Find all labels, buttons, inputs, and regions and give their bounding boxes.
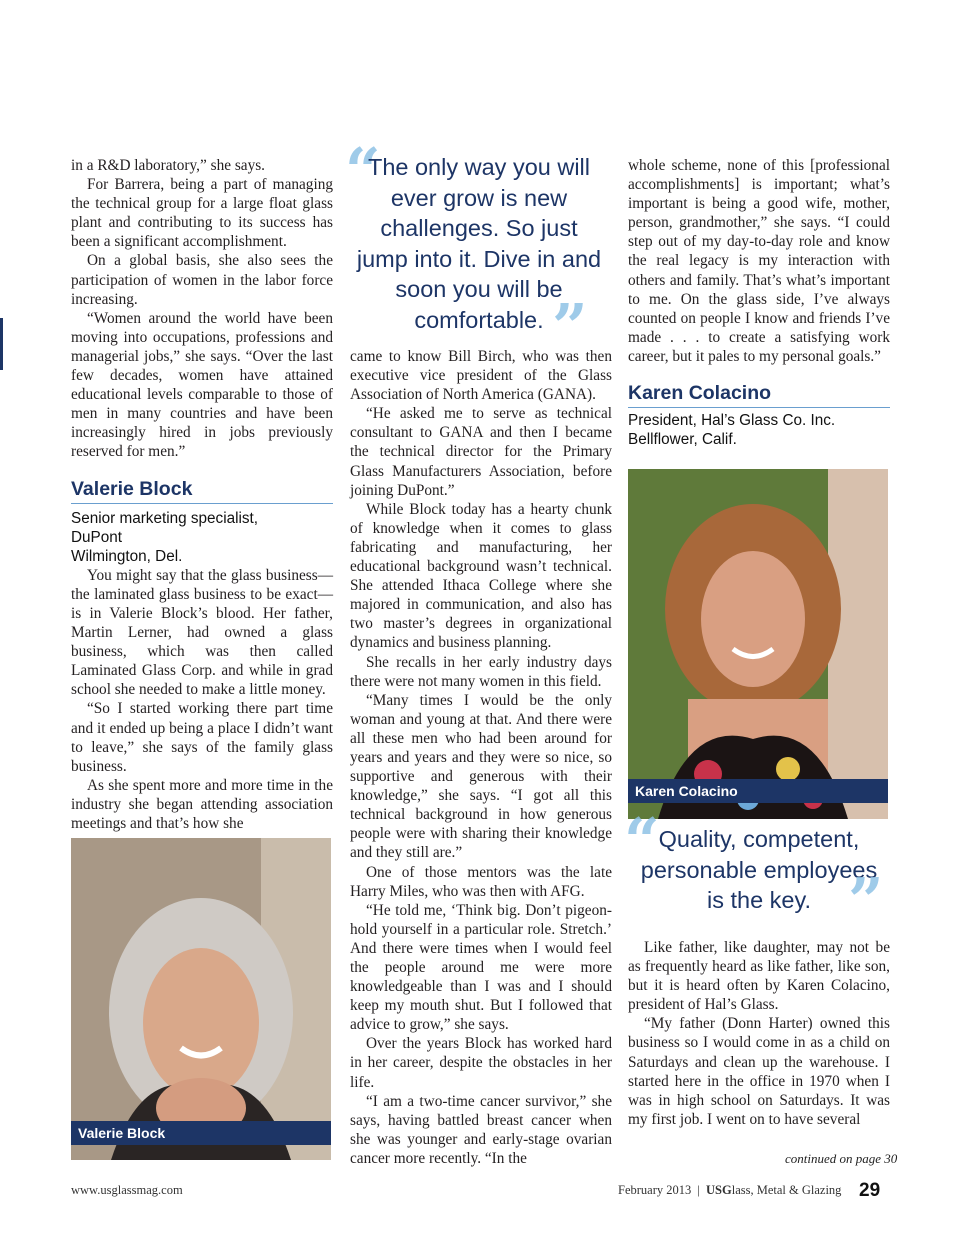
photo-karen-colacino: [628, 469, 888, 819]
paragraph: “He asked me to serve as technical consultant to GANA and then I became the technical director for the Primary Glass Manufacturers Association, before joining DuPont.”: [350, 405, 612, 499]
paragraph: “Many times I would be the only woman and young at that. And there were all these men who had been around for years and years and they were so nice, so supportive and generous with their knowledge,” she says. “I got all this technical background in how generous people were with sharing their knowledge and they still are.”: [350, 691, 612, 862]
paragraph: Like father, like daughter, may not be as frequently heard as like father, like son, but it is heard often by Karen Colacino, president of Hal’s Glass.: [628, 939, 890, 1014]
profile-name: Karen Colacino: [628, 382, 890, 408]
photo-valerie-block: [71, 838, 331, 1160]
pull-quote: The only way you will ever grow is new challenges. So just jump into it. Dive in and soon you will be comfortable.: [356, 154, 602, 333]
pull-quote: Quality, competent, personable employees is the key.: [640, 826, 878, 914]
paragraph: “Women around the world have been moving into occupations, professions and managerial jobs,” she says. “Over the last few decades, women have attained educational levels comparable to those of men in many countries and have been increasingly hired in jobs previously reserved for men.”: [71, 309, 333, 461]
close-quote-icon: ”: [552, 290, 588, 363]
paragraph: whole scheme, none of this [professional accomplishments] is important; what’s important is being a good wife, mother, person, grandmother,” she says. “I could step out of my day-to-day role and know the real legacy is my interaction with others and family. That’s what’s important to me. On the glass side, I’ve always counted on people I know and friends I’ve made . . . to create a satisfying work career, but it pales to my personal goals.”: [628, 157, 890, 365]
footer-issue: [618, 1183, 841, 1198]
profile-location: Wilmington, Del.: [71, 547, 183, 565]
column-3: [628, 156, 890, 449]
margin-mark: [0, 318, 3, 370]
paragraph: You might say that the glass business—the laminated glass business to be exact—is in Valerie Block’s blood. Her father, Martin Lerner, had owned a glass business, which was then called Laminated Glass Corp. and while in grad school she needed to make a little money.: [71, 566, 333, 699]
close-quote-icon: ”: [848, 864, 884, 937]
photo-caption: Valerie Block: [71, 1121, 331, 1145]
footer-website: www.usglassmag.com: [71, 1183, 183, 1197]
profile-title: Senior marketing specialist,: [71, 509, 259, 527]
paragraph: “He told me, ‘Think big. Don’t pigeon-hold yourself in a particular role. Stretch.’ And there were times when I would feel the people around me were more knowledgeable than I was and I should keep my mouth shut. But I followed that advice to grow,” she says.: [350, 901, 612, 1034]
open-quote-icon: “: [345, 134, 381, 207]
paragraph: “My father (Donn Harter) owned this business so I would come in as a child on Saturdays and clean up the warehouse. I started here in the office in 1970 when I was in high school on Saturdays. It was my first job. I went on to have several: [628, 1015, 890, 1128]
paragraph: Over the years Block has worked hard in her career, despite the obstacles in her life.: [350, 1035, 612, 1091]
paragraph: “I am a two-time cancer survivor,” she says, having battled breast cancer when she was younger and early-stage ovarian cancer more recently. “In the: [350, 1092, 612, 1167]
paragraph: “So I started working there part time and it ended up being a place I didn’t want to leave,” she says of the family glass business.: [71, 700, 333, 775]
paragraph: She recalls in her early industry days there were not many women in this field.: [350, 653, 612, 690]
paragraph: While Block today has a hearty chunk of knowledge when it comes to glass fabricating and manufacturing, her educational background wasn’t technical. She attended Ithaca College where she majored in communication, and also has two master’s degrees in organizational dynamics and business planning.: [350, 500, 612, 652]
paragraph: One of those mentors was the late Harry Miles, who was then with AFG.: [350, 863, 612, 900]
paragraph: came to know Bill Birch, who was then executive vice president of the Glass Association of North America (GANA).: [350, 348, 612, 404]
photo-caption: Karen Colacino: [628, 779, 888, 803]
profile-company: DuPont: [71, 528, 123, 546]
column-3-continued: [628, 938, 890, 1129]
magazine-name: lass, Metal & Glazing: [731, 1183, 842, 1197]
paragraph: For Barrera, being a part of managing the technical group for a large float glass plant and contributing to its success has been a significant accomplishment.: [71, 176, 333, 251]
column-2: [350, 347, 612, 1168]
column-1: [71, 156, 333, 833]
issue-date: February 2013: [618, 1183, 692, 1197]
paragraph: in a R&D laboratory,” she says.: [71, 157, 265, 174]
profile-title: President, Hal’s Glass Co. Inc.: [628, 412, 836, 430]
paragraph: As she spent more and more time in the industry she began attending association meetings and that’s how she: [71, 776, 333, 832]
portrait-illustration: [628, 469, 888, 819]
profile-location: Bellflower, Calif.: [628, 431, 737, 449]
paragraph: On a global basis, she also sees the participation of women in the labor force increasing.: [71, 252, 333, 308]
separator: |: [697, 1183, 700, 1197]
continued-note: continued on page 30: [785, 1151, 898, 1166]
open-quote-icon: “: [624, 804, 660, 877]
portrait-illustration: [71, 838, 331, 1160]
magazine-name-bold: USG: [706, 1183, 732, 1197]
profile-name: Valerie Block: [71, 478, 333, 504]
page-number: 29: [859, 1180, 881, 1201]
